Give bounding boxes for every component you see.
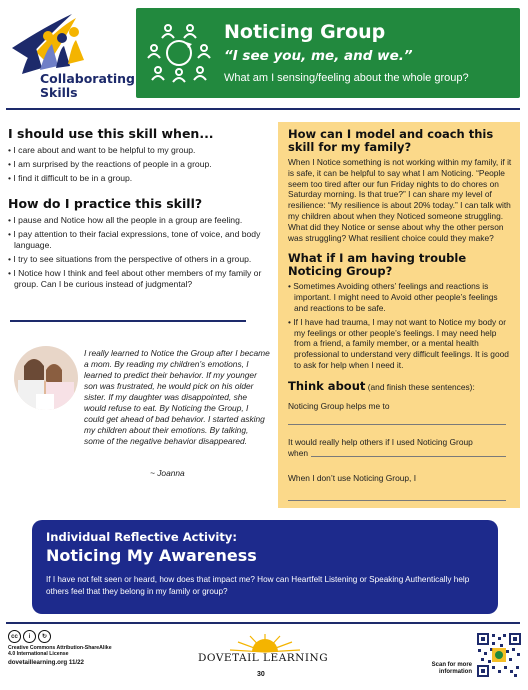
by-icon: i — [23, 630, 36, 643]
testimonial-quote: I really learned to Notice the Group after I became a mom. By reading my children’s emotions, I learned to predict their behavior. If my younger son was frustrated, he would pick on his older sister. If my daughter was disappointed, she would refuse to eat. By Noticing the Group, I could get ahead of bad behavior. I started asking my children about their emotions. By talking, some of the negative behavior disappeared. — [84, 348, 270, 446]
skill-banner — [136, 8, 520, 98]
left-column — [8, 126, 270, 293]
prompt-2: It would really help others if I used Noticing Group — [288, 436, 473, 447]
list-item: • I pause and Notice how all the people in a group are feeling. — [8, 215, 270, 226]
think-heading: Think about — [288, 378, 366, 393]
answer-line — [288, 424, 506, 425]
answer-line — [288, 500, 506, 501]
site-url[interactable]: dovetaillearning.org 11/22 — [8, 659, 84, 667]
trouble-heading: What if I am having trouble Noticing Group? — [288, 251, 467, 279]
license-block — [8, 630, 112, 666]
practice-list — [8, 215, 270, 290]
cc-icon: cc — [8, 630, 21, 643]
page-title: Noticing Group — [224, 21, 386, 43]
list-item: • Sometimes Avoiding others’ feelings and reactions is important. I might need to Avoid other people’s feelings and reactions to be safe. — [288, 281, 512, 313]
prompt-3: When I don’t use Noticing Group, I — [288, 472, 417, 483]
trouble-list — [288, 281, 512, 370]
page-subtitle: “I see you, me, and we.” — [224, 48, 413, 64]
list-item: • I care about and want to be helpful to my group. — [8, 145, 270, 156]
activity-text: If I have not felt seen or heard, how does that impact me? How can Heartfelt Listening or Speaking Authentically help others feel that they belong in my family or group? — [46, 575, 470, 596]
think-about — [288, 379, 512, 393]
activity-label: Individual Reflective Activity: — [46, 530, 237, 544]
brand-name: DOVETAIL LEARNING — [198, 652, 329, 664]
list-item: • I pay attention to their facial expressions, tone of voice, and body language. — [8, 229, 270, 251]
when-list — [8, 145, 270, 184]
model-heading: How can I model and coach this skill for my family? — [288, 127, 494, 154]
list-item: • I Notice how I think and feel about other members of my family or group. Can I be curious instead of judgmental? — [8, 268, 270, 290]
list-item: • If I have had trauma, I may not want to Notice my body or my feelings or other people’s feelings. I may need help from a friend, a family member, or a mental health professional to understand very difficult feelings. It is good to ask for help when I need it. — [288, 317, 512, 371]
divider — [6, 622, 520, 624]
divider — [6, 108, 520, 110]
scan-label: Scan for more information — [431, 662, 472, 675]
license-line: Creative Commons Attribution-ShareAlike — [8, 645, 112, 651]
reflective-activity — [32, 520, 498, 614]
coaching-sidebar — [278, 122, 520, 508]
list-item: • I try to see situations from the perspective of others in a group. — [8, 254, 270, 265]
page-number: 30 — [257, 671, 265, 678]
license-line: 4.0 International License — [8, 651, 69, 658]
qr-code-icon[interactable] — [476, 632, 522, 678]
group-circle-icon — [146, 20, 212, 86]
activity-title: Noticing My Awareness — [46, 546, 257, 565]
logo-text: Collaborating Skills — [40, 71, 136, 100]
practice-heading: How do I practice this skill? — [8, 196, 203, 211]
model-body: When I Notice something is not working within my family, if it is safe, it can be helpful to say what I am Noticing. “People seem too tired after our fun Friday nights to do chores on Saturday morning. Is that true?” I can share my level of resilience: “My resilience is about 20% today.” I can talk with my children about when they Noticed someone struggling. What did they Notice or sense about why the other person was struggling? What resilient choice could they make? — [288, 157, 512, 243]
guiding-question: What am I sensing/feeling about the whole group? — [224, 72, 469, 84]
divider — [10, 320, 246, 322]
prompt-2-cont: when — [288, 448, 512, 459]
family-photo — [14, 346, 78, 410]
prompt-1: Noticing Group helps me to — [288, 400, 390, 411]
answer-line — [311, 456, 506, 457]
quote-author: ~ Joanna — [150, 468, 185, 478]
list-item: • I find it difficult to be in a group. — [8, 173, 270, 184]
think-note: (and finish these sentences): — [367, 381, 475, 392]
when-heading: I should use this skill when... — [8, 126, 214, 141]
sa-icon: ↻ — [38, 630, 51, 643]
list-item: • I am surprised by the reactions of people in a group. — [8, 159, 270, 170]
